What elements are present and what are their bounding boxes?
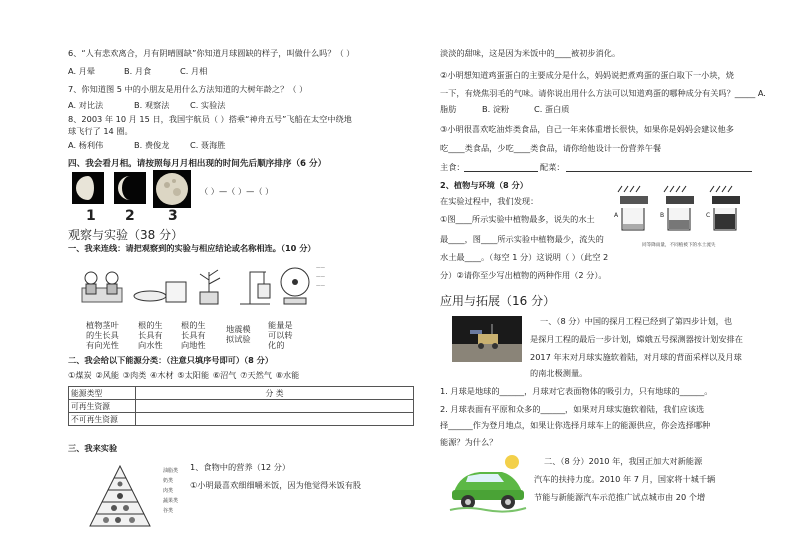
- diet-question-line2: 吃____类食品，少吃____类食品，请你给他设计一份营养午餐: [440, 143, 662, 153]
- section-1-heading: 一、我来连线：请把观察到的实验与相应结论或名称相连。（10 分）: [68, 243, 316, 253]
- lunar-rover-photo: [452, 316, 522, 362]
- experiment-images-row: [80, 264, 330, 308]
- food-pyramid-labels: 油脂类 奶类 肉类 蔬果类 谷类: [163, 468, 179, 514]
- moon-phase-image-3: [153, 170, 191, 208]
- moon-question-2-line3: 能源？为什么？: [440, 437, 498, 447]
- diet-question-line1: ③小明很喜欢吃油炸类食品，自己一年来体重增长很快，如果你是妈妈会建议他多: [440, 124, 734, 134]
- q6-option-a: A. 月晕: [68, 66, 96, 76]
- part-2-title: 观察与实验（38 分）: [68, 228, 184, 242]
- table-header-class: 分 类: [136, 387, 414, 400]
- food-question-1: ①小明最喜欢细细嚼米饭，因为他觉得米饭有股: [190, 480, 362, 490]
- extension-1-line4: 的南北极测量。: [530, 368, 588, 378]
- egg-option-a: 脂肪: [440, 104, 457, 114]
- plant-line-2: ①图____所示实验中植物最多，说失的水土: [440, 214, 595, 224]
- rice-answer-line: 淡淡的甜味，这是因为米饭中的____被初步消化。: [440, 48, 621, 58]
- green-car-image: [446, 452, 530, 514]
- conclusion-3: 根的生 长具有 向地性: [181, 320, 206, 350]
- extension-1-line3: 2017 年末对月球实施软着陆，对月球的背面采样以及月球: [530, 352, 742, 362]
- section-3-heading: 三、我来实验: [68, 443, 118, 453]
- section-4-heading: 四、我会看月相。请按照每月月相出现的时间先后顺序排序（6 分）: [68, 159, 327, 169]
- question-8-line1: 8、2003 年 10 月 15 日，我国宇航员（ ）搭乘“神舟五号”飞船在太空中绕地: [68, 114, 352, 124]
- q8-option-b: B. 费俊龙: [134, 140, 170, 150]
- moon-question-1: 1. 月球是地球的______，月球对它表面物体的吸引力，只有地球的______。: [440, 386, 713, 396]
- moon-number-3: 3: [168, 208, 178, 224]
- extension-2-line1: 二、（8 分）2010 年，我国正加大对新能源: [544, 456, 703, 466]
- q8-option-a: A. 杨利伟: [68, 140, 104, 150]
- moon-question-2-line2: 择______作为登月地点，如果让你选择月球车上的能源供应，你会选择哪种: [440, 420, 711, 430]
- plant-section-heading: 2、植物与环境（8 分）: [440, 180, 528, 190]
- energy-list: ①煤炭 ②风能 ③肉类 ④木材 ⑤太阳能 ⑥沼气 ⑦天然气 ⑧水能: [68, 370, 300, 380]
- conclusion-4: 地震模 拟试验: [226, 324, 251, 344]
- conclusion-5: 能量是 可以转 化的: [268, 320, 293, 350]
- table-header-type: 能源类型: [69, 387, 136, 400]
- egg-question-line2: 一下，有烧焦羽毛的气味。请你说出用什么方法可以知道鸡蛋的哪种成分有关吗？_____ A.: [440, 88, 766, 98]
- food-nutrition-title: 1、食物中的营养（12 分）: [190, 462, 291, 472]
- lunch-staple-blank[interactable]: [464, 163, 538, 172]
- extension-1-line2: 是探月工程的最后一步计划，嫦娥五号探测器按计划安排在: [530, 334, 743, 344]
- lunch-side-blank[interactable]: [566, 163, 752, 172]
- conclusion-1: 植物茎叶 的生长具 有向光性: [86, 320, 119, 350]
- question-6: 6、“人有悲欢离合，月有阴晴圆缺”你知道月球圆缺的样子，叫做什么吗？（ ）: [68, 48, 355, 58]
- q6-option-b: B. 月食: [124, 66, 152, 76]
- q8-option-c: C. 聂海胜: [190, 140, 226, 150]
- section-2-heading: 二、我会给以下能源分类：（注意只填序号即可）（8 分）: [68, 355, 274, 365]
- row-renewable-answer[interactable]: [136, 400, 414, 413]
- moon-order-answer[interactable]: （ ）—（ ）—（ ）: [200, 186, 274, 196]
- q7-option-c: C. 实验法: [190, 100, 226, 110]
- question-8-line2: 球飞行了 14 圈。: [68, 126, 133, 136]
- plant-line-4: 水土最____。（每空 1 分）这说明（ ）（此空 2: [440, 252, 609, 262]
- q7-option-a: A. 对比法: [68, 100, 104, 110]
- row-renewable-label: 可再生资源: [69, 400, 136, 413]
- moon-number-2: 2: [125, 208, 135, 224]
- figure-caption: 同等降雨量，不同植被下的水土流失: [642, 243, 716, 248]
- question-7: 7、你知道图 5 中的小朋友是用什么方法知道的大树年龄之？（ ）: [68, 84, 308, 94]
- moon-phase-image-1: [72, 172, 104, 204]
- egg-option-b: B. 淀粉: [482, 104, 510, 114]
- row-nonrenewable-label: 不可再生资源: [69, 413, 136, 426]
- conclusion-2: 根的生 长具有 向水性: [138, 320, 163, 350]
- moon-question-2-line1: 2. 月球表面有平原和众多的______，如果对月球实施软着陆，我们应该选: [440, 404, 705, 414]
- egg-option-c: C. 蛋白质: [534, 104, 570, 114]
- lunch-staple-label: 主食：: [440, 162, 465, 172]
- moon-phase-image-2: [114, 172, 146, 204]
- q7-option-b: B. 观察法: [134, 100, 170, 110]
- figure-letter-c: C: [706, 212, 711, 219]
- soil-erosion-figure: [614, 182, 754, 242]
- figure-letter-b: B: [660, 212, 665, 219]
- wheel-diagram-labels: —— —— ——: [316, 266, 325, 289]
- plant-line-5: 分）②请你至少写出植物的两种作用（2 分）。: [440, 270, 607, 280]
- plant-line-3: 最____，图____所示实验中植物最少，流失的: [440, 234, 604, 244]
- q6-option-c: C. 月相: [180, 66, 208, 76]
- extension-2-line2: 汽车的扶持力度。2010 年 7 月，国家将十城千辆: [534, 474, 716, 484]
- extension-1-line1: 一、（8 分）中国的探月工程已经到了第四步计划，也: [540, 316, 733, 326]
- moon-number-1: 1: [86, 208, 96, 224]
- egg-question-line1: ②小明想知道鸡蛋蛋白的主要成分是什么，妈妈说把煮鸡蛋的蛋白取下一小块，烧: [440, 70, 734, 80]
- energy-table: [68, 386, 414, 426]
- part-3-title: 应用与拓展（16 分）: [440, 294, 556, 308]
- figure-letter-a: A: [614, 212, 619, 219]
- extension-2-line3: 节能与新能源汽车示范推广试点城市由 20 个增: [534, 492, 706, 502]
- row-nonrenewable-answer[interactable]: [136, 413, 414, 426]
- lunch-side-label: 配菜：: [540, 162, 565, 172]
- plant-line-1: 在实验过程中，我们发现：: [440, 196, 539, 206]
